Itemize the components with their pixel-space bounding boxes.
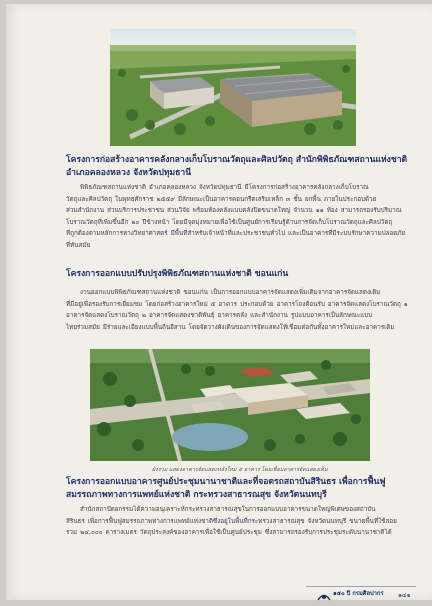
paragraph-line: อาคารจัดแสดงโบราณวัตถุ ๒ อาคารจัดแสดงชาติพันธุ์ อาคารคลัง และสำนักงาน รูปแบบอาคารเป็นลักษณะแบบ — [66, 312, 373, 319]
paragraph-line: สิรินธร เพื่อการฟื้นฟูสมรรถภาพทางการแพทย์แห่งชาติซึ่งอยู่ในพื้นที่กระทรวงสาธารณสุข จังหวัดนนทบุรี ขนาดพื้นที่ใช้สอย — [66, 517, 397, 525]
museum-masterplan-render — [90, 349, 370, 461]
section-heading-text: โครงการออกแบบปรับปรุงพิพิธภัณฑสถานแห่งชาติ ขอนแก่น — [66, 269, 289, 279]
section-body-conference — [66, 504, 424, 539]
section-heading-text: โครงการก่อสร้างอาคารคลังกลางเก็บโบราณวัตถุและศิลปวัตถุ สำนักพิพิธภัณฑสถานแห่งชาติ อำเภอคลองหลวง จังหวัดปทุมธานี — [66, 155, 408, 178]
section-heading-warehouse — [66, 154, 422, 180]
paragraph-line: โบราณวัตถุที่เพิ่มขึ้นอีก ๒๐ ปีข้างหน้า โดยมีจุดมุ่งหมายเพื่อใช้เป็นศูนย์การเรียนรู้ด้านการจัดเก็บโบราณวัตถุและศิลปวัตถุ — [66, 218, 393, 226]
paragraph-line: พิพิธภัณฑสถานแห่งชาติ อำเภอคลองหลวง จังหวัดปทุมธานี มีโครงการก่อสร้างอาคารคลังกลางเก็บโบราณ — [80, 184, 369, 191]
image-caption: ผังรวม แสดงอาคารจัดแสดงหลังใหม่ ๕ อาคาร โดยเชื่อมอาคารจัดแสดงเดิม — [152, 467, 328, 473]
warehouse-aerial-render — [110, 29, 356, 146]
paragraph-line: รวม ๒๔,๐๐๐ ตารางเมตร วัตถุประสงค์ของอาคารเพื่อใช้เป็นศูนย์ประชุม ซึ่งสามารถรองรับการประชุมระดับนานาชาติได้ — [66, 529, 392, 536]
paragraph-line: วัตถุและศิลปวัตถุ ในพุทธศักราช ๒๕๕๙ มีลักษณะเป็นอาคารคอนกรีตเสริมเหล็ก ๓ ชั้น ยกพื้น ภายในประกอบด้วย — [66, 195, 377, 203]
paragraph-line: ที่ถูกต้องตามหลักการทางวิทยาศาสตร์ มีพื้นที่สำหรับเจ้าหน้าที่และประชาชนทั่วไป และเป็นอาคารที่มีระบบรักษาความปลอดภัย — [66, 230, 406, 237]
document-page — [6, 4, 432, 600]
paragraph-line: ไทยร่วมสมัย มีร่ายและเอียงแบบพื้นถิ่นอีสาน โดยจัดวางผังเดินของการจัดแสดงให้เชื่อมต่อกันทั้งอาคารใหม่และอาคารเดิม — [66, 323, 395, 331]
paragraph-line: งานออกแบบพิพิธภัณฑสถานแห่งชาติ ขอนแก่น เป็นการออกแบบอาคารจัดแสดงเพิ่มเติมจากอาคารจัดแสดงเดิม — [80, 289, 381, 296]
paragraph-line: สำนักสถาปัตยกรรมได้ความอนุเคราะห์กระทรวงสาธารณสุขในการออกแบบอาคารขนาดใหญ่พิเศษของสถาบัน — [80, 506, 376, 513]
footer-title: ๑๕๐ ปี กรมศิลปากร — [333, 591, 384, 597]
paragraph-line: ที่มีอยู่เพื่อรองรับการเยี่ยมชม โดยก่อสร้างอาคารใหม่ ๕ อาคาร ประกอบด้วย อาคารโถงต้อนรับ อาคารจัดแสดงโบราณวัตถุ ๑ — [66, 300, 408, 308]
section-body-khonkaen — [66, 287, 424, 333]
section-heading-khonkaen — [66, 268, 422, 281]
section-body-warehouse — [66, 182, 424, 251]
section-heading-conference — [66, 476, 424, 502]
paragraph-line: ที่ทันสมัย — [66, 241, 91, 249]
page-number: ๑๔๑ — [398, 592, 411, 599]
fine-arts-logo-icon — [317, 587, 331, 598]
section-heading-text: โครงการออกแบบอาคารศูนย์ประชุมนานาชาติและที่จอดรถสถาบันสิรินธร เพื่อการฟื้นฟูสมรรถภาพทางการแพทย์แห่งชาติ กระทรวงสาธารณสุข จังหวัดนนทบุรี — [66, 477, 386, 500]
paragraph-line: ส่วนสำนักงาน ส่วนบริการประชาชน ส่วนวิจัย พร้อมห้องคลังแบบคลังปิดขนาดใหญ่ จำนวน ๑๑ ห้อง สามารถรองรับปริมาณ — [66, 207, 402, 214]
